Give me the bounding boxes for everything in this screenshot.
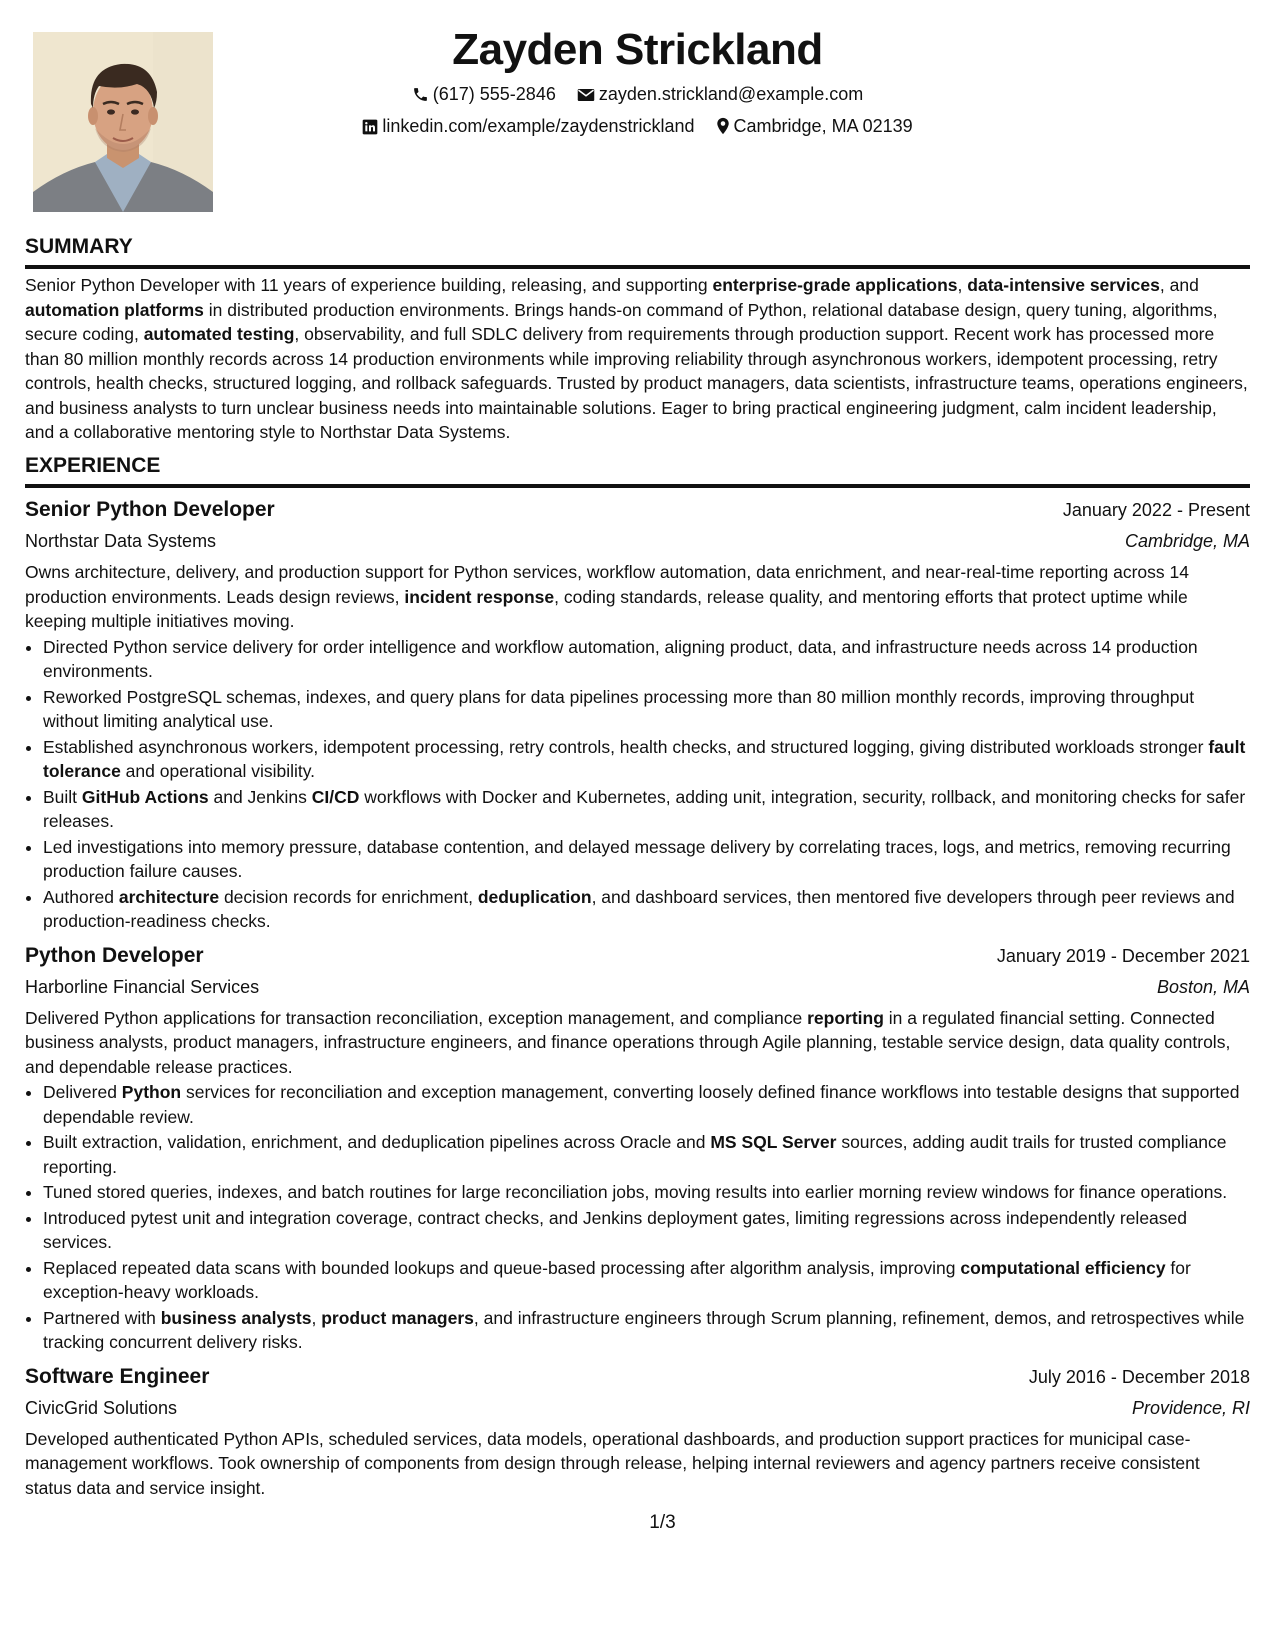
text-run: Reworked PostgreSQL schemas, indexes, and query plans for data pipelines processing more than 80 million monthly records, improving throughput without limiting analytical use. <box>43 686 1195 731</box>
bold-phrase: CI/CD <box>311 786 360 807</box>
job-list <box>25 494 1250 1500</box>
text-run: , and infrastructure engineers through Scrum planning, refinement, demos, and retrospectives while tracking concurrent delivery risks. <box>43 1307 1245 1352</box>
job-entry <box>25 940 1250 1355</box>
text-run: Directed Python service delivery for order intelligence and workflow automation, aligning product, data, and infrastructure needs across 14 production environments. <box>43 636 1198 681</box>
bullet-item <box>43 1306 1250 1355</box>
bullet-item <box>43 635 1250 684</box>
bullet-item <box>43 685 1250 734</box>
job-bullets <box>25 635 1250 934</box>
bullet-item <box>43 1080 1250 1129</box>
text-run: , coding standards, release quality, and mentoring efforts that protect uptime while keeping multiple initiatives moving. <box>25 586 1188 631</box>
text-run: Led investigations into memory pressure, database contention, and delayed message delivery by correlating traces, logs, and metrics, removing recurring production failure causes. <box>43 836 1231 881</box>
bold-phrase: automated testing <box>143 324 295 344</box>
text-run: services for reconciliation and exception management, converting loosely defined finance workflows into testable designs that supported dependable review. <box>43 1082 1240 1127</box>
envelope-icon <box>577 87 595 103</box>
bold-phrase: data-intensive services <box>967 275 1160 295</box>
job-description <box>25 1006 1250 1080</box>
text-run: Delivered Python applications for transaction reconciliation, exception management, and compliance <box>25 1007 808 1028</box>
linkedin-icon <box>362 119 378 135</box>
job-title-row <box>25 494 1250 526</box>
summary-text <box>25 273 1250 445</box>
text-run: decision records for enrichment, <box>219 886 478 907</box>
bold-phrase: deduplication <box>477 886 592 907</box>
map-pin-icon <box>716 117 730 135</box>
text-run: for exception-heavy workloads. <box>43 1257 1191 1302</box>
bold-phrase: business analysts <box>160 1307 312 1328</box>
job-dates: January 2022 - Present <box>1062 500 1250 520</box>
text-run: , and dashboard services, then mentored five developers through peer reviews and production-readiness checks. <box>43 886 1235 931</box>
job-dates: January 2019 - December 2021 <box>996 945 1250 966</box>
text-run: Authored <box>43 886 119 907</box>
bold-phrase: fault tolerance <box>43 736 1246 781</box>
page-number: 1/3 <box>649 1512 676 1533</box>
bullet-item <box>43 885 1250 934</box>
job-company-row <box>25 1393 1250 1423</box>
bold-phrase: Python <box>121 1082 182 1102</box>
job-title: Senior Python Developer <box>25 498 275 521</box>
contact-line-1 <box>25 78 1250 110</box>
bullet-item <box>43 1130 1250 1179</box>
bullet-item <box>43 1206 1250 1255</box>
text-run: Developed authenticated Python APIs, scheduled services, data models, operational dashboards, and production support practices for municipal case-management workflows. Took ownership of components from design through release, helping internal reviewers and agency partners receive consistent status data and service insight. <box>25 1428 1200 1498</box>
bullet-item <box>43 735 1250 784</box>
location-contact <box>716 110 913 142</box>
job-company-row <box>25 526 1250 556</box>
job-title: Software Engineer <box>25 1364 210 1388</box>
job-description <box>25 560 1250 634</box>
bold-phrase: automation platforms <box>25 299 204 320</box>
text-run: , <box>311 1307 322 1328</box>
job-title-row <box>25 940 1250 972</box>
job-title: Python Developer <box>25 943 204 967</box>
location-text: Cambridge, MA 02139 <box>733 116 913 136</box>
text-run: , <box>957 275 968 295</box>
section-title-experience: EXPERIENCE <box>25 452 1250 488</box>
phone-icon <box>412 86 429 103</box>
text-run: and operational visibility. <box>120 761 316 781</box>
job-company-row <box>25 972 1250 1002</box>
text-run: Introduced pytest unit and integration coverage, contract checks, and Jenkins deployment gates, limiting regressions across independently released services. <box>43 1207 1187 1252</box>
text-run: workflows with Docker and Kubernetes, adding unit, integration, security, rollback, and monitoring checks for safer releases. <box>43 786 1246 831</box>
section-title-summary: SUMMARY <box>25 233 1250 269</box>
text-run: Owns architecture, delivery, and production support for Python services, workflow automation, data enrichment, and near-real-time reporting across 14 production environments. Leads design reviews, <box>25 562 1189 607</box>
email-text[interactable]: zayden.strickland@example.com <box>598 84 864 104</box>
summary-section <box>25 233 1250 445</box>
job-location: Cambridge, MA <box>1124 531 1250 551</box>
text-run: Delivered <box>43 1082 122 1102</box>
email-contact[interactable] <box>577 78 863 110</box>
text-run: , observability, and full SDLC delivery from requirements through production support. Recent work has processed more than 80 million monthly records across 14 production environments while improving reliability through asynchronous workers, idempotent processing, retry controls, health checks, structured logging, and rollback safeguards. Trusted by product managers, data scientists, infrastructure teams, operations engineers, and business analysts to turn unclear business needs into maintainable solutions. Eager to bring practical engineering judgment, calm incident leadership, and a collaborative mentoring style to Northstar Data Systems. <box>25 324 1248 442</box>
phone-contact <box>412 78 556 110</box>
linkedin-text[interactable]: linkedin.com/example/zaydenstrickland <box>382 116 695 136</box>
resume-header <box>25 20 1250 142</box>
job-entry <box>25 1361 1250 1501</box>
job-company: Northstar Data Systems <box>25 531 217 551</box>
bold-phrase: MS SQL Server <box>710 1132 837 1152</box>
phone-text: (617) 555-2846 <box>432 84 556 104</box>
bullet-item <box>43 1256 1250 1305</box>
text-run: Built extraction, validation, enrichment, and deduplication pipelines across Oracle and <box>43 1132 711 1152</box>
job-title-row <box>25 1361 1250 1393</box>
bold-phrase: architecture <box>118 886 220 907</box>
text-run: Established asynchronous workers, idempotent processing, retry controls, health checks, and structured logging, giving distributed workloads stronger <box>43 736 1209 757</box>
linkedin-contact[interactable] <box>362 110 694 142</box>
text-run: in a regulated financial setting. Connected business analysts, product managers, infrastructure engineers, and finance operations through Agile planning, testable service design, data quality controls, and dependable release practices. <box>25 1007 1231 1077</box>
job-company: CivicGrid Solutions <box>25 1397 178 1418</box>
bullet-item <box>43 1180 1250 1205</box>
job-bullets <box>25 1080 1250 1355</box>
bullet-item <box>43 785 1250 834</box>
job-location: Boston, MA <box>1156 976 1250 997</box>
text-run: Tuned stored queries, indexes, and batch routines for large reconciliation jobs, moving results into earlier morning review windows for finance operations. <box>43 1182 1228 1202</box>
job-dates: July 2016 - December 2018 <box>1028 1366 1250 1387</box>
text-run: , and <box>1159 275 1199 295</box>
bold-phrase: product managers <box>321 1307 474 1328</box>
job-company: Harborline Financial Services <box>25 976 260 997</box>
text-run: Senior Python Developer with 11 years of experience building, releasing, and supporting <box>25 275 713 295</box>
bold-phrase: GitHub Actions <box>81 786 209 807</box>
job-entry <box>25 494 1250 934</box>
bullet-item <box>43 835 1250 884</box>
job-description <box>25 1427 1250 1501</box>
text-run: Partnered with <box>43 1307 161 1328</box>
text-run: Replaced repeated data scans with bounded lookups and queue-based processing after algorithm analysis, improving <box>43 1257 961 1278</box>
text-run: and Jenkins <box>208 786 312 807</box>
text-run: Built <box>43 786 82 807</box>
text-run: in distributed production environments. Brings hands-on command of Python, relational database design, query tuning, algorithms, secure coding, <box>25 299 1218 344</box>
bold-phrase: reporting <box>807 1007 884 1028</box>
contact-line-2 <box>25 110 1250 142</box>
job-location: Providence, RI <box>1131 1397 1250 1418</box>
bold-phrase: incident response <box>404 586 555 607</box>
bold-phrase: enterprise-grade applications <box>712 275 958 295</box>
experience-section <box>25 452 1250 1500</box>
bold-phrase: computational efficiency <box>960 1257 1166 1278</box>
candidate-name: Zayden Strickland <box>452 25 823 74</box>
text-run: sources, adding audit trails for trusted compliance reporting. <box>43 1132 1227 1177</box>
